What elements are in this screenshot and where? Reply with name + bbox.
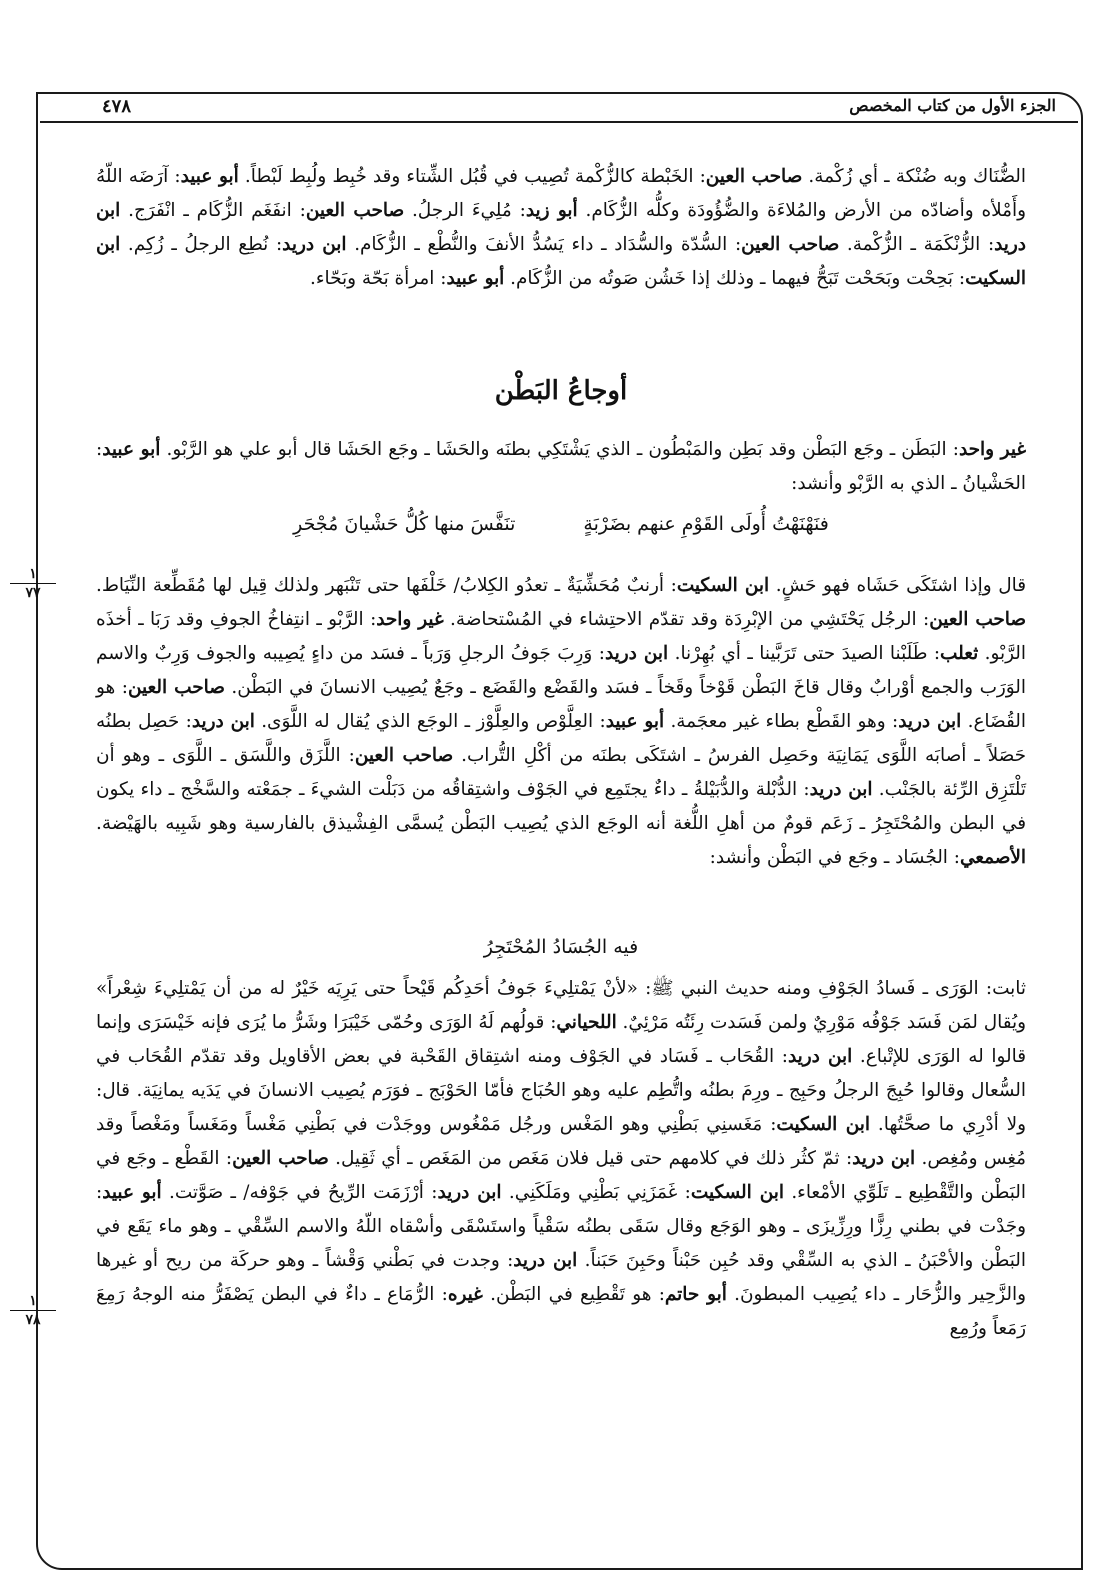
- folio-marker-top: ١: [10, 1293, 56, 1311]
- source-name: صاحب العين: [741, 234, 840, 255]
- source-name: أبو زيد: [525, 200, 578, 221]
- text-run: : القَطْع ـ وجَع في البَطْن والتَّقْطِيع ـ تَلَوِّي الأمْعاء.: [96, 1148, 1027, 1203]
- header-rule: [40, 121, 1078, 123]
- text-run: : الخَبْطة كالزُّكْمة تُصِيب في قُبُل الشِّتاء وقد خُبِط ولُبِط لَبْطاً.: [238, 166, 706, 187]
- source-name: صاحب العين: [305, 200, 405, 221]
- paragraph-section-intro: [96, 433, 1026, 501]
- source-name: أبو عبيد: [102, 439, 161, 460]
- text-run: : طَلَبْنا الصيدَ حتى تَرَبَّينا ـ أي بُهِرْنا.: [668, 643, 941, 664]
- paragraph-zukam: [96, 160, 1026, 296]
- source-name: ابن دريد: [852, 1148, 916, 1169]
- source-name: ابن السكيت: [96, 234, 1026, 289]
- text-run: : الجُسَاد ـ وجَع في البَطْن وأنشد:: [709, 847, 960, 868]
- text-run: : هو تَقْطِيع في البَطْن.: [482, 1284, 665, 1305]
- text-run: : مُلِيءَ الرجلُ.: [404, 200, 526, 221]
- text-run: : وهو القَطْع بطاء غير معجَمة.: [664, 711, 899, 732]
- text-run: : آرَضَه اللّهُ وأَمْلأه وأضادّه من الأرض والمُلاءَة والضُّؤُودَة وكلُّه الزُّكَام.: [96, 166, 1026, 221]
- text-run: : الرُّمَاع ـ داءٌ في البطن يَصْفَرُّ منه الوجهُ رَمِعَ رَمَعاً ورُمِع: [96, 1284, 1026, 1339]
- text-run: : غَمَزَنِي بَطْنِي ومَلَكَنِي.: [501, 1182, 691, 1203]
- folio-marker-77: [10, 566, 56, 601]
- verse-line-1: [96, 513, 1026, 535]
- source-name: ابن دريد: [437, 1182, 502, 1203]
- source-name: ثعلب: [940, 643, 979, 664]
- folio-marker-top: ١: [10, 566, 56, 584]
- source-name: ابن دريد: [605, 643, 669, 664]
- section-title: أوجاعُ البَطْن: [494, 376, 628, 406]
- source-name: أبو عبيد: [605, 711, 665, 732]
- source-name: ابن دريد: [96, 200, 1026, 255]
- source-name: ابن دريد: [787, 1046, 853, 1067]
- source-name: غير واحد: [376, 609, 444, 630]
- text-run: الضُّنَاك وبه ضُنْكة ـ أي زُكْمة.: [802, 166, 1026, 187]
- source-name: ابن دريد: [809, 779, 873, 800]
- text-run: : الدُّبْلة والدُّبَيْلةُ ـ داءٌ يجتَمِع في الجَوْف واشتِقاقُه من دَبَلْت الشيءَ ـ جمَعْته والسَّخْج ـ داء يكون في البطن والمُحْتَجِرُ ـ زَعَم قومٌ من أهلِ اللُّغة أنه الوجَع الذي يُصِيب البَطْن يُسمَّى الفِشْيذق بالفارسية وهو شَبِيه بالهَيْضة.: [96, 779, 1026, 834]
- text-run: : البَطَن ـ وجَع البَطْن وقد بَطِن والمَبْطُون ـ الذي يَشْتَكِي بطنَه والحَشَا ـ وجَع الحَشَا قال أبو علي هو الرَّبْو.: [160, 439, 959, 460]
- text-run: : أرنبٌ مُحَشِّيَةٌ ـ تعدُو الكِلابُ/ خَلْفَها حتى تَنْبَهر ولذلك قِيل لها مُقَطِّعة النِّيَاط.: [96, 575, 677, 596]
- text-run: : الحَشْيانُ ـ الذي به الرَّبْو وأنشد:: [96, 439, 1026, 494]
- source-name: صاحب العين: [705, 166, 803, 187]
- text-run: : اللَّزَق واللَّسَق ـ اللَّوَى ـ وهو أن تَلْتَزِق الرِّئة بالجَنْب.: [96, 745, 1026, 800]
- paragraph-wara: [96, 972, 1026, 1346]
- source-name: أبو حاتم: [664, 1284, 727, 1305]
- folio-marker-bottom: ٧٨: [25, 1312, 41, 1328]
- source-name: أبو عبيد: [446, 268, 505, 289]
- text-run: : أرْزَمَت الرِّيحُ في جَوْفه/ ـ صَوَّتت.: [161, 1182, 438, 1203]
- source-name: ابن دريد: [191, 711, 255, 732]
- folio-marker-78: [10, 1293, 56, 1328]
- source-name: غيره: [447, 1284, 483, 1305]
- text-run: : الزُّنْكَمَة ـ الزُّكْمة.: [839, 234, 995, 255]
- text-run: : بَحِحْت وبَحَحْت تَبَحُّ فيهما ـ وذلك إذا خَشُن صَوتُه من الزُّكَام.: [504, 268, 966, 289]
- source-name: صاحب العين: [232, 1148, 329, 1169]
- verse-hemistich-right: فنَهْنَهْتُ أُولَى القَوْمِ عنهم بضَرْبَةٍ: [583, 513, 829, 535]
- text-run: : انفَغَم الزُّكَام ـ انْفَرَج.: [120, 200, 306, 221]
- page-number: ٤٧٨: [102, 96, 132, 117]
- text-run: : وَرِبَ جَوفُ الرجلِ وَرَباً ـ فسَد من داءٍ يُصِيبه والجوف وَرِبٌ والاسم الوَرَب والجمع أوْرابٌ وقال قاخَ البَطْن قَوْخاً وقَخاً ـ فسَد والقَضْع والقَضَع ـ وجَعٌ يُصِيب الانسانَ في البَطْن.: [96, 643, 1027, 698]
- source-name: ابن دريد: [282, 234, 347, 255]
- running-title: الجزء الأول من كتاب المخصص: [849, 96, 1056, 115]
- source-name: ابن السكيت: [776, 1114, 870, 1135]
- text-run: : امرأة بَحّة وبَحّاء.: [310, 268, 447, 289]
- source-name: ابن السكيت: [676, 575, 770, 596]
- source-name: ابن دريد: [513, 1250, 578, 1271]
- source-name: ابن دريد: [898, 711, 962, 732]
- text-run: : حَصِل بطنُه حَصَلاً ـ أصابَه اللَّوَى يَمَانِيَة وحَصِل الفرسُ ـ اشتَكَى بطنَه من أكْلِ التُّراب.: [96, 711, 1026, 766]
- text-run: : الرَّبْو ـ انتِفاخُ الجوفِ وقد رَبَا ـ أخذَه الرَّبْو.: [96, 609, 1026, 664]
- paragraph-hasha: [96, 569, 1026, 875]
- source-name: أبو عبيد: [102, 1182, 162, 1203]
- paragraph-text: [96, 160, 1026, 296]
- source-name: غير واحد: [958, 439, 1026, 460]
- source-name: صاحب العين: [929, 609, 1026, 630]
- source-name: أبو عبيد: [180, 166, 239, 187]
- text-run: : القُحَاب ـ فَسَاد في الجَوْف ومنه اشتِقاق القَحْبة في بعض الأقاويل وقد تقدّم القُحَاب في السُّعال وقالوا حُبِجَ الرجلُ وحَبِج ـ ورِمَ بطنُه واتُّطِم عليه وهو الحُبَاج فأمّا الحَوْبَج ـ فوَرَم يُصِيب الانسانَ في يَدَيه يمانِيَة. قال: ولا أدْرِي ما صحَّتُها.: [96, 1046, 1027, 1135]
- paragraph-text: [96, 972, 1026, 1346]
- text-run: : وجَدْت في بطني رِزًّا ورِزِّيزَى ـ وهو الوَجَع وقال سَقَى بطنُه سَقْياً واستَسْقَى وأسْقاه اللّهُ والاسم السِّقْي ـ وهو ماء يَقَع في البَطْن والأحْبَنُ ـ الذي به السِّقْي وقد حُبِن حَبْناً وحَبِنَ حَبَناً.: [96, 1182, 1026, 1271]
- text-run: قال وإذا اشتَكَى حَشَاه فهو حَشٍ.: [769, 575, 1026, 596]
- source-name: ابن السكيت: [690, 1182, 784, 1203]
- paragraph-text: [96, 569, 1026, 875]
- verse-line-2: فيه الجُسَادُ المُحْتَجِرُ: [483, 936, 639, 958]
- paragraph-text: [96, 433, 1026, 501]
- source-name: الأصمعي: [959, 847, 1026, 868]
- source-name: صاحب العين: [127, 677, 225, 698]
- source-name: اللحياني: [556, 1012, 617, 1033]
- text-run: : السُّدّة والسُّدَاد ـ داء يَسُدُّ الأنفَ والنُّطْع ـ الزُّكَام.: [346, 234, 742, 255]
- source-name: صاحب العين: [354, 745, 454, 766]
- text-run: : العِلَّوْص والعِلَّوْز ـ الوجَع الذي يُقال له اللَّوَى.: [254, 711, 606, 732]
- text-run: : قولُهم لَهُ الوَرَى وحُمّى خَيْبَرَا وشَرُّ ما يُرَى فإنه خَيْسَرَى وإنما قالوا له الوَرَى للإتْباع.: [96, 1012, 1026, 1067]
- text-run: ثابت: الوَرَى ـ فَسادُ الجَوْفِ ومنه حديث النبي ﷺ: «لأنْ يَمْتلِيءَ جَوفُ أحَدِكُم قَيْحاً حتى يَرِيَه خَيْرٌ له من أن يَمْتلِيءَ شِعْراً» ويُقال لمَن فَسَد جَوْفُه مَوْرِيٌ ولمن فَسَدت رِئَتُه مَرْئِيٌ.: [96, 978, 1026, 1033]
- verse-hemistich-left: تنَفَّسَ منها كُلُّ حَشْيانَ مُجْحَرِ: [293, 513, 516, 535]
- text-run: : هو القُضَاع.: [96, 677, 1026, 732]
- text-run: : وجدت في بَطْني وَقْشاً ـ وهو حركَة من ريح أو غيرها والزَّحِير والزُّحَار ـ داء يُصِيب المبطونَ.: [96, 1250, 1026, 1305]
- folio-marker-bottom: ٧٧: [25, 585, 41, 601]
- text-run: : ثمّ كثُر ذلك في كلامهم حتى قيل فلان مَغَص من المَغَص ـ أي ثَقِيل.: [328, 1148, 853, 1169]
- text-run: : الرجُل يَحْتَشِي من الإبْرِدَة وقد تقدّم الاحتِشاء في المُسْتحاضة.: [443, 609, 930, 630]
- text-run: : نُطِع الرجلُ ـ زُكِم.: [120, 234, 283, 255]
- text-run: : مَغَسنِي بَطْنِي وهو المَغْس ورجُل مَمْغُوس ووجَدْت في بَطْنِي مَغْساً ومَغَساً ومَغْصاً وقد مُغِس ومُغِص.: [96, 1114, 1027, 1169]
